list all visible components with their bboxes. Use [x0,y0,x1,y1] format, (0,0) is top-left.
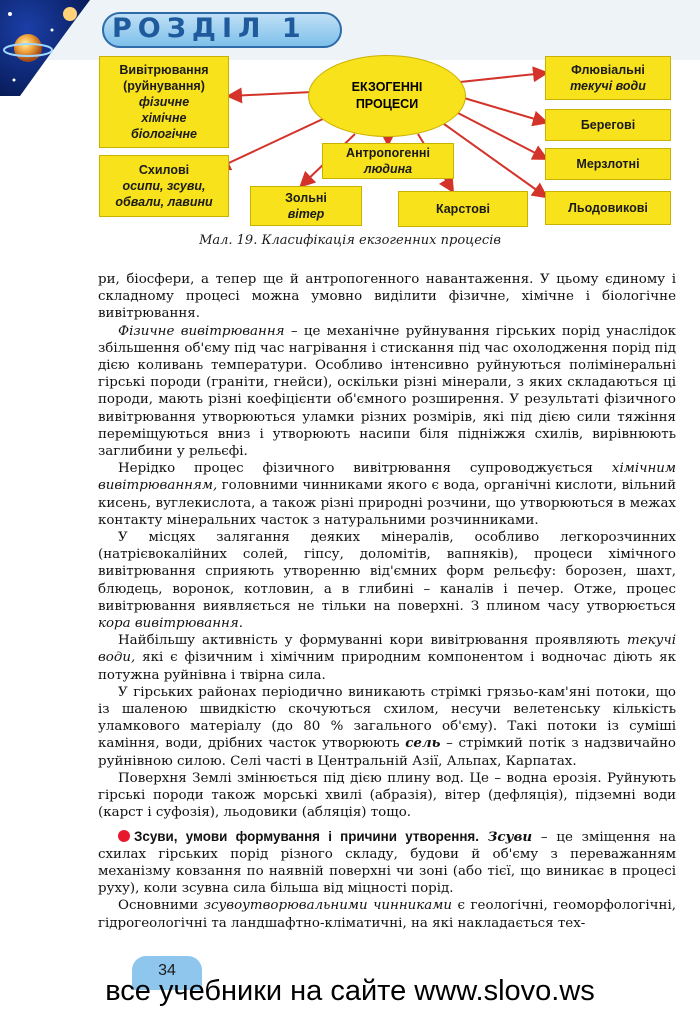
box-anthropogenic-title: Антропогенні [346,146,430,160]
paragraph-text: – це механічне руйнування гірських порід унаслідок збільшення об'єму під час нагрівання і стискання під час охолодження порід під дією коливань температури. Особливо інтенсивно руйнуються полімінеральні гірські породи (граніти, гнейси), оскільки різні мінерали, з яких складаються ці породи, мають різні коефіцієнти об'ємного розширення. У результаті фізичного вивітрювання утворюються уламки різних розмірів, які під дією сили тяжіння переміщуються вниз і утворюють насипи біля підніжжя схилів, вирівнюють заглибини у рельєфі. [98,323,677,460]
term-physical-weathering: Фізичне вивітрювання [118,323,285,339]
chapter-title: РОЗДІЛ 1 [112,13,307,44]
box-aeolian-title: Зольні [285,191,327,205]
paragraph [98,271,676,323]
paragraph [98,897,676,931]
box-glacial-title: Льодовикові [568,201,648,215]
term-landslide-factors: зсувоутворювальними чинниками [203,898,453,914]
paragraph [98,529,676,632]
center-exogenous-processes [308,55,466,137]
term-chemical-weathering: хімічним вивітрюванням, [98,461,676,494]
figure-caption: Мал. 19. Класифікація екзогенних процесів [199,233,501,248]
paragraph-text: Найбільшу активність у формуванні кори вивітрювання проявляють [118,633,627,649]
box-weathering-physical: фізичне [138,95,190,109]
body-text [98,271,676,932]
box-weathering-chemical: хімічне [141,111,187,125]
paragraph-text: ри, біосфери, а тепер ще й антропогенного навантаження. У цьому єдиному і складному процесі можна умовно виділити фізичне, хімічне і біологічне вивітрювання. [98,272,676,322]
term-landslides: Зсуви [487,828,533,845]
page-number: 34 [158,962,176,979]
box-permafrost [545,148,671,180]
box-permafrost-title: Мерзлотні [576,157,640,171]
paragraph-text: Основними [118,898,204,914]
box-anthropogenic [322,143,454,179]
box-glacial [545,191,671,225]
box-fluvial [545,56,671,100]
box-aeolian [250,186,362,226]
box-weathering [99,56,229,148]
paragraph-text: головними чинниками якого є вода, органічні кислоти, вільний кисень, вуглекислота, а також різні природні розчини, що утворюються в межах контакту мінеральних часток з натуральними розчинниками. [98,478,676,528]
box-karst [398,191,528,227]
paragraph [98,684,676,770]
paragraph-text: Поверхня Землі змінюється під дією плину вод. Це – водна ерозія. Руйнують гірські породи також морські хвилі (абразія), вітер (дефляція), підземні води (карст і суфозія), льодовики (абляція) тощо. [98,770,676,821]
paragraph-text: У гірських районах періодично виникають стрімкі грязьо-кам'яні потоки, що із шаленою швидкістю скочуються схилом, несучи велетенську кількість уламкового матеріалу (до 80 % загального об'єму). Такі потоки із суміші каміння, води, дрібних часток утворюють [98,684,676,752]
paragraph [98,632,676,684]
box-weathering-biological: біологічне [130,127,198,141]
paragraph [98,323,676,461]
box-weathering-subtitle: (руйнування) [123,79,205,93]
center-line1: ЕКЗОГЕННІ [351,80,423,94]
term-sel: сель [405,735,441,752]
box-slope-line2: осипи, зсуви, [122,179,206,193]
box-weathering-title: Вивітрювання [119,63,209,77]
paragraph [98,770,676,822]
box-anthropogenic-sub: людина [363,162,413,176]
paragraph-text: У місцях залягання деяких мінералів, особливо легкорозчинних (натрієвокалійних солей, гіпсу, доломітів, вапняків), процеси хімічного вивітрювання сприяють утворенню від'ємних форм рельєфу: борозен, шахт, блюдець, воронок, котловин, а в глибині – каналів і печер. Отже, процес вивітрювання виявляється не тільки на поверхні. З плином часу утворюється [98,530,676,614]
box-karst-title: Карстові [435,202,491,216]
section-heading-paragraph [98,828,676,898]
box-aeolian-sub: вітер [287,207,325,221]
box-slope [99,155,229,217]
box-fluvial-sub: текучі води [570,79,646,93]
footer-link-text[interactable]: все учебники на сайте www.slovo.ws [105,975,595,1007]
section-heading: Зсуви, умови формування і причини утворення. [134,828,479,844]
box-slope-line3: обвали, лавини [115,195,213,209]
center-line2: ПРОЦЕСИ [355,97,419,111]
paragraph-text: – стрімкий потік з надзвичайно руйнівною силою. Селі часті в Центральній Азії, Альпах, Карпатах. [98,736,676,769]
term-weathering-crust: кора вивітрювання. [98,616,243,632]
paragraph-text: які є фізичним і хімічним природним компонентом і водночас діють як потужна руйнівна і твірна сила. [98,650,676,683]
box-fluvial-title: Флювіальні [571,63,645,77]
red-bullet-icon [118,830,130,842]
box-coastal-title: Берегові [580,118,636,132]
box-coastal [545,109,671,141]
paragraph-text: є геологічні, геоморфологічні, гідрогеологічні та ландшафтно-кліматичні, на які накладається тех- [98,898,676,931]
term-flowing-water: текучі води, [98,633,676,666]
paragraph-text: – це зміщення на схилах гірських порід різного складу, будови й об'єму з переважанням механізму ковзання по наявній поверхні чи зоні (або тієї, що виникає в процесі руху), коли зсувна сила більша від міцності порід. [98,829,677,897]
box-slope-title: Схилові [138,163,190,177]
paragraph [98,460,676,529]
paragraph-text: Нерідко процес фізичного вивітрювання супроводжується [118,461,612,477]
